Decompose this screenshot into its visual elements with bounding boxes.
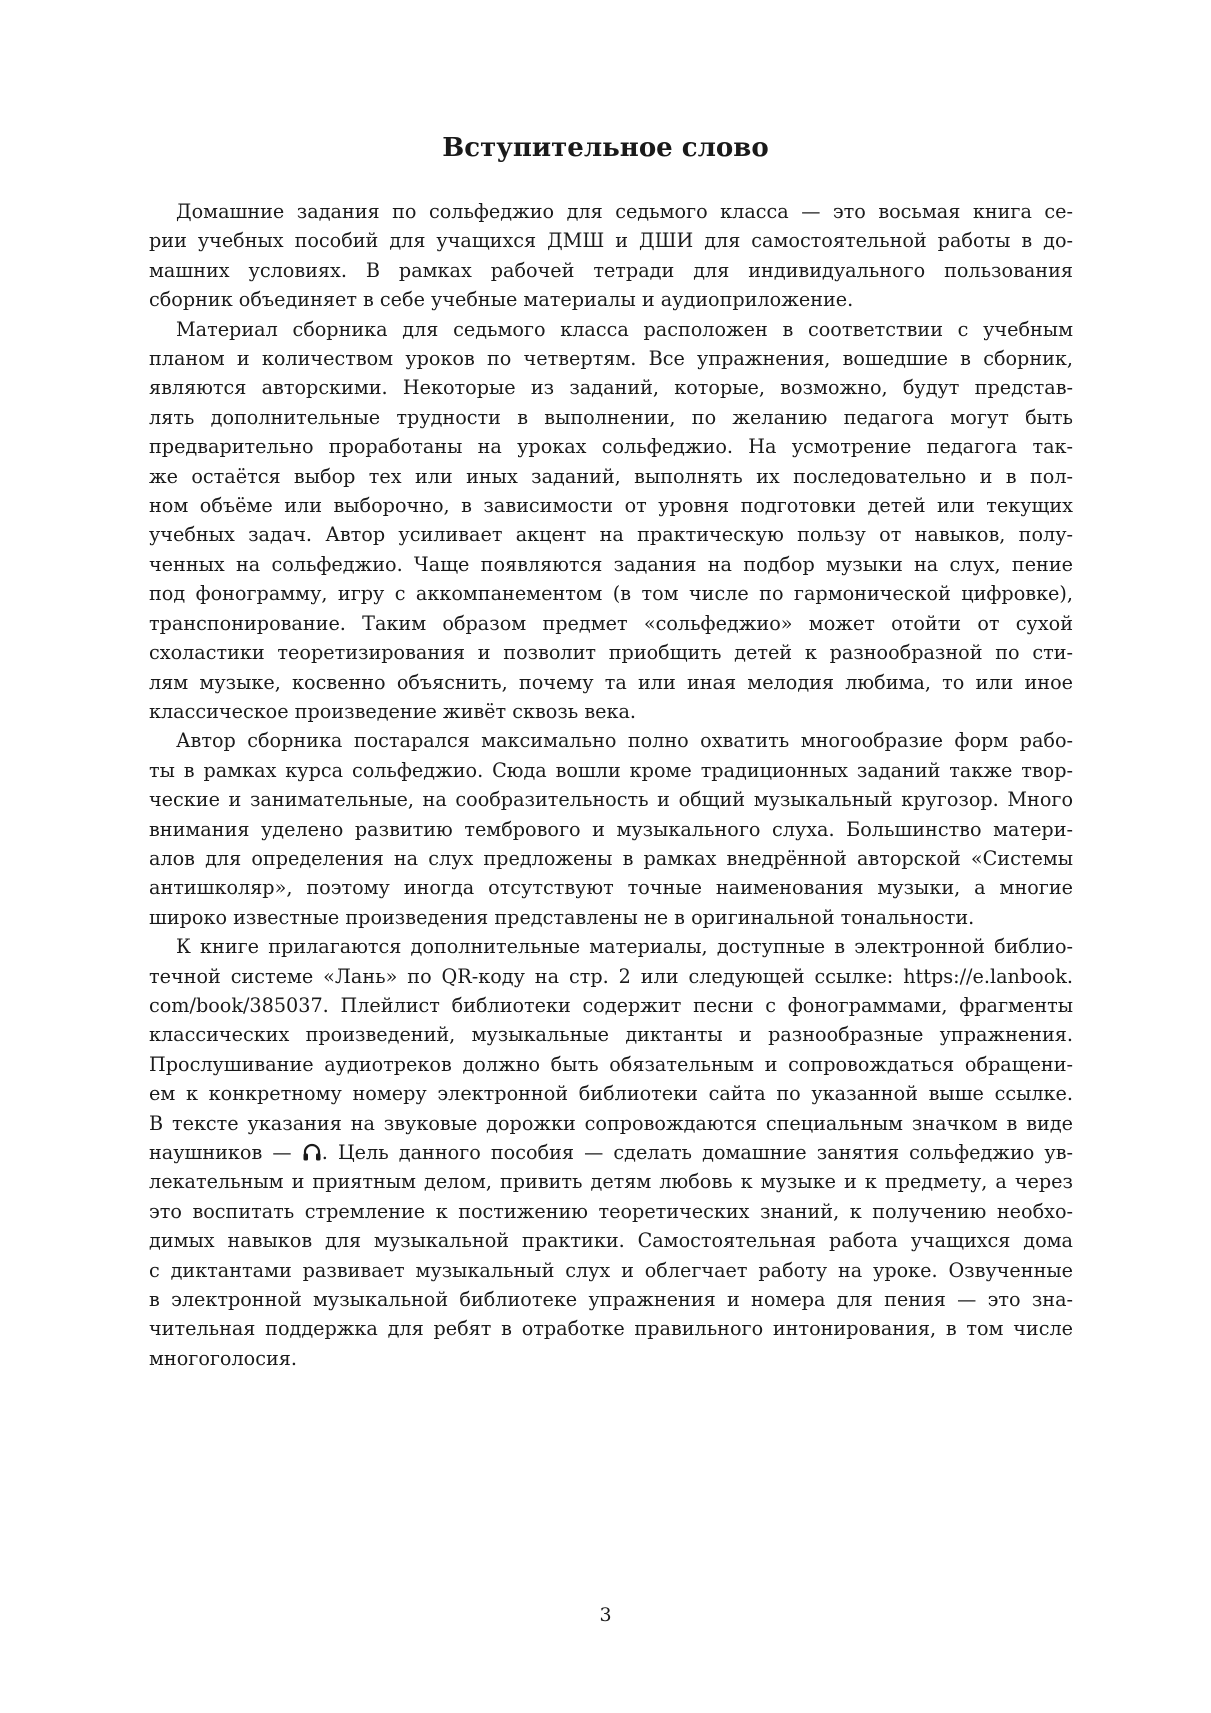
text-line: Домашние задания по сольфеджио для седьмого класса — это восьмая книга се- — [176, 200, 1073, 223]
text-line: это воспитать стремление к постижению теоретических знаний, к получению необхо- — [149, 1199, 1073, 1223]
text-line: широко известные произведения представлены не в оригинальной тональности. — [149, 905, 975, 929]
text-line: ем к конкретному номеру электронной библиотеки сайта по указанной выше ссылке. — [149, 1082, 1073, 1106]
text-line: антишколяр», поэтому иногда отсутствуют точные наименования музыки, а многие — [149, 876, 1073, 900]
text-line: же остаётся выбор тех или иных заданий, выполнять их последовательно и в пол- — [149, 464, 1073, 488]
text-line: течной системе «Лань» по QR-коду на стр. 2 или следующей ссылке: https://e.lanbook. — [149, 964, 1073, 988]
text-line: учебных задач. Автор усиливает акцент на практическую пользу от навыков, полу- — [149, 523, 1073, 547]
text-line: схоластики теоретизирования и позволит приобщить детей к разнообразной по сти- — [149, 641, 1073, 665]
text-line: лять дополнительные трудности в выполнении, по желанию педагога могут быть — [149, 405, 1073, 429]
text-line: рии учебных пособий для учащихся ДМШ и ДШИ для самостоятельной работы в до- — [149, 229, 1073, 253]
icon-line-end: . Цель данного пособия — сделать домашние занятия сольфеджио ув- — [321, 1141, 1073, 1164]
text-line: ческие и занимательные, на сообразительность и общий музыкальный кругозор. Много — [149, 788, 1073, 812]
text-line: сборник объединяет в себе учебные материалы и аудиоприложение. — [149, 288, 854, 312]
paragraph-1 — [149, 197, 1073, 315]
text-line: транспонирование. Таким образом предмет «сольфеджио» может отойти от сухой — [149, 611, 1073, 635]
headphones-icon — [302, 1143, 322, 1161]
text-line: ченных на сольфеджио. Чаще появляются задания на подбор музыки на слух, пение — [149, 552, 1073, 576]
text-line: В тексте указания на звуковые дорожки сопровождаются специальным значком в виде — [149, 1111, 1073, 1135]
text-line: ном объёме или выборочно, в зависимости от уровня подготовки детей или текущих — [149, 494, 1073, 518]
text-line: в электронной музыкальной библиотеке упражнения и номера для пения — это зна- — [149, 1288, 1073, 1312]
text-line: внимания уделено развитию тембрового и музыкального слуха. Большинство матери- — [149, 817, 1073, 841]
text-line-with-icon — [149, 1138, 1073, 1167]
text-line: планом и количеством уроков по четвертям. Все упражнения, вошедшие в сборник, — [149, 347, 1073, 371]
body-text — [149, 197, 1073, 1373]
text-line: Автор сборника постарался максимально полно охватить многообразие форм рабо- — [176, 729, 1073, 753]
text-line: многоголосия. — [149, 1346, 297, 1370]
text-line: классических произведений, музыкальные диктанты и разнообразные упражнения. — [149, 1023, 1073, 1047]
text-line: лекательным и приятным делом, привить детям любовь к музыке и к предмету, а через — [149, 1170, 1073, 1194]
text-line: лям музыке, косвенно объяснить, почему та или иная мелодия любима, то или иное — [149, 670, 1073, 694]
paragraph-3 — [149, 726, 1073, 932]
text-line: ты в рамках курса сольфеджио. Сюда вошли кроме традиционных заданий также твор- — [149, 758, 1073, 782]
text-line: классическое произведение живёт сквозь века. — [149, 699, 637, 723]
text-line: Материал сборника для седьмого класса расположен в соответствии с учебным — [176, 317, 1073, 341]
text-line: Прослушивание аудиотреков должно быть обязательным и сопровождаться обращени- — [149, 1052, 1073, 1076]
text-line: с диктантами развивает музыкальный слух и облегчает работу на уроке. Озвученные — [149, 1258, 1073, 1282]
text-line: К книге прилагаются дополнительные материалы, доступные в электронной библио- — [176, 935, 1073, 959]
page-title: Вступительное слово — [442, 133, 769, 163]
text-line: предварительно проработаны на уроках сольфеджио. На усмотрение педагога так- — [149, 435, 1073, 459]
page-number: 3 — [599, 1604, 612, 1626]
icon-line-start: наушников — — [149, 1141, 292, 1164]
text-line: чительная поддержка для ребят в отработке правильного интонирования, в том числе — [149, 1317, 1073, 1341]
text-line: машних условиях. В рамках рабочей тетради для индивидуального пользования — [149, 258, 1073, 282]
text-line: com/book/385037. Плейлист библиотеки содержит песни с фонограммами, фрагменты — [149, 993, 1073, 1017]
text-line: димых навыков для музыкальной практики. Самостоятельная работа учащихся дома — [149, 1229, 1073, 1253]
paragraph-2 — [149, 315, 1073, 727]
text-line: под фонограмму, игру с аккомпанементом (в том числе по гармонической цифровке), — [149, 582, 1073, 606]
text-line: алов для определения на слух предложены в рамках внедрённой авторской «Системы — [149, 846, 1073, 870]
text-line: являются авторскими. Некоторые из заданий, которые, возможно, будут представ- — [149, 376, 1073, 400]
paragraph-4 — [149, 932, 1073, 1373]
